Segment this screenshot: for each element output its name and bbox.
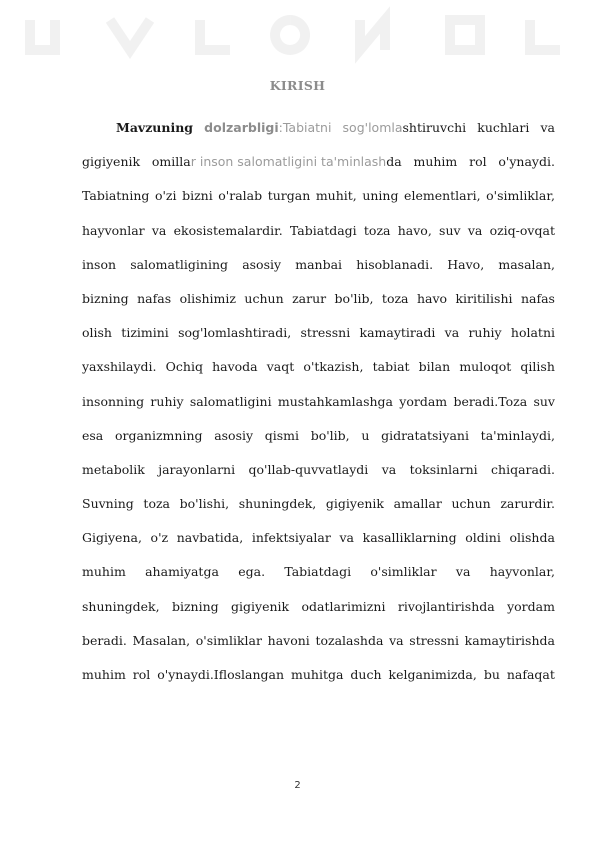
word: o'simliklar, [486,188,555,204]
word: esa [82,427,104,443]
word: sog'lomlashtiradi, [178,325,292,341]
word: jarayonlarni [158,461,236,477]
word: olish [82,325,112,341]
word: o'z [150,530,169,546]
word: nafas [137,290,172,306]
word: tabiat [372,359,410,375]
word: stressni [409,632,459,648]
word: Tabiatdagi [289,222,357,238]
word: oldini [465,530,501,546]
text-line [82,316,555,350]
word: zarurdir. [500,496,555,512]
word: hayvonlar [82,222,145,238]
text-line [82,179,555,213]
word: toza [381,290,409,306]
word: qo'llab-quvvatlaydi [248,461,369,477]
word: va [467,222,483,238]
word: kamaytirishda [464,632,555,648]
word: salomatligining [130,256,229,272]
word: Suvning [82,496,134,512]
word: muhim [82,564,126,580]
page-number: 2 [294,780,301,791]
word: bo'lishi, [179,496,230,512]
word: insonning [82,393,145,409]
word: Gigiyena, [82,530,142,546]
text-line [82,590,555,624]
word: yordam [399,393,448,409]
word: ahamiyatga [145,564,219,580]
word: o'ynaydi.Ifloslangan [157,667,285,682]
word: dolzarbligi:Tabiatni [204,120,332,135]
document-body [82,111,555,692]
text-line [82,555,555,589]
word: metabolik [82,461,145,477]
word: shuningdek, [82,598,160,614]
word: organizmning [114,427,203,443]
word: Tabiatdagi [284,564,352,580]
word: muhim [82,667,126,682]
text-line [82,658,555,692]
word: gidratatsiyani [381,427,469,443]
word: gigiyenik [231,598,290,614]
word: navbatida, [176,530,244,546]
word: Masalan, [132,632,191,648]
word: uning [362,188,399,204]
word: kuchlari [477,120,530,135]
word: o'ralab [218,188,263,204]
word: o'tkazish, [303,359,364,375]
word: o'ynaydi. [498,154,555,170]
text-line [82,282,555,316]
word: toza [143,496,171,512]
word: kamaytiradi [359,325,436,341]
word: muhit, [315,188,357,204]
word: u [361,427,370,443]
word: o'simliklar [370,564,437,580]
word: bo'lib, [310,427,350,443]
word: toksinlarni [409,461,478,477]
word: havoda [212,359,258,375]
word: havo [416,290,448,306]
word: omillar inson salomatligini ta'minlashda [151,154,402,170]
word: muloqot [459,359,512,375]
word: mustahkamlashga [277,393,393,409]
word: va [151,222,167,238]
word: suv [439,222,461,238]
word: bizni [182,188,213,204]
word: o'zi [154,188,177,204]
word: Havo, [447,256,485,272]
word: va [381,461,397,477]
word: elementlari, [404,188,481,204]
word: olishda [509,530,555,546]
word: havo, [397,222,432,238]
text-line [82,453,555,487]
word: oziq-ovqat [489,222,555,238]
word: vaqt [266,359,295,375]
word: odatlarimizni [301,598,386,614]
text-line [82,385,555,419]
word: gigiyenik [325,496,385,512]
word: bo'lib, [334,290,374,306]
word: infektsiyalar [251,530,331,546]
word: Ochiq [165,359,203,375]
text-line [82,111,555,145]
word: zarur [292,290,327,306]
word: va [444,325,460,341]
word: turgan [267,188,311,204]
word: muhim [413,154,458,170]
word: uchun [244,290,284,306]
word: bizning [171,598,219,614]
word: havoni [267,632,310,648]
word: holatni [510,325,555,341]
word: olishimiz [179,290,236,306]
word: qismi [264,427,300,443]
word: kiritilishi [455,290,513,306]
text-line [82,350,555,384]
word: uchun [451,496,491,512]
word: hisoblanadi. [356,256,434,272]
word: va [389,632,404,648]
word: duch [350,667,382,682]
word: amallar [393,496,442,512]
word: manbai [295,256,343,272]
word: yordam [507,598,555,614]
word: bu [483,667,500,682]
word: nafas [520,290,555,306]
word: ruhiy [150,393,184,409]
word: qilish [520,359,555,375]
text-line [82,624,555,658]
document-heading: KIRISH [269,78,326,93]
text-line [82,248,555,282]
word: chiqaradi. [491,461,555,477]
word: Mavzuning [116,120,194,135]
word: va [455,564,471,580]
word: gigiyenik [82,154,141,170]
word: ta'minlaydi, [480,427,555,443]
word: sog'lomlashtiruvchi [342,120,467,135]
word: Tabiatning [82,188,150,204]
word: inson [82,256,117,272]
word: tizimini [121,325,169,341]
word: va [339,530,354,546]
word: asosiy [214,427,254,443]
word: o'simliklar [195,632,262,648]
text-line [82,487,555,521]
word: salomatligini [189,393,272,409]
text-line [82,145,555,179]
word: masalan, [498,256,555,272]
word: nafaqat [506,667,555,682]
text-line [82,419,555,453]
word: asosiy [242,256,282,272]
word: suv [533,393,555,409]
word: kasalliklarning [362,530,457,546]
word: stressni [300,325,351,341]
word: ruhiy [468,325,502,341]
word: ega. [238,564,266,580]
word: bizning [82,290,129,306]
word: tozalashda [315,632,384,648]
word: toza [363,222,391,238]
text-line [82,521,555,555]
word: yaxshilaydi. [82,359,157,375]
word: rol [132,667,151,682]
word: hayvonlar, [489,564,555,580]
word: beradi.Toza [453,393,528,409]
word: va [540,120,555,135]
word: kelganimizda, [388,667,477,682]
word: shuningdek, [238,496,317,512]
word: muhitga [291,667,344,682]
word: beradi. [82,632,127,648]
text-line [82,214,555,248]
word: rivojlantirishda [397,598,495,614]
word: ekosistemalardir. [173,222,283,238]
word: rol [469,154,487,170]
word: bilan [418,359,451,375]
